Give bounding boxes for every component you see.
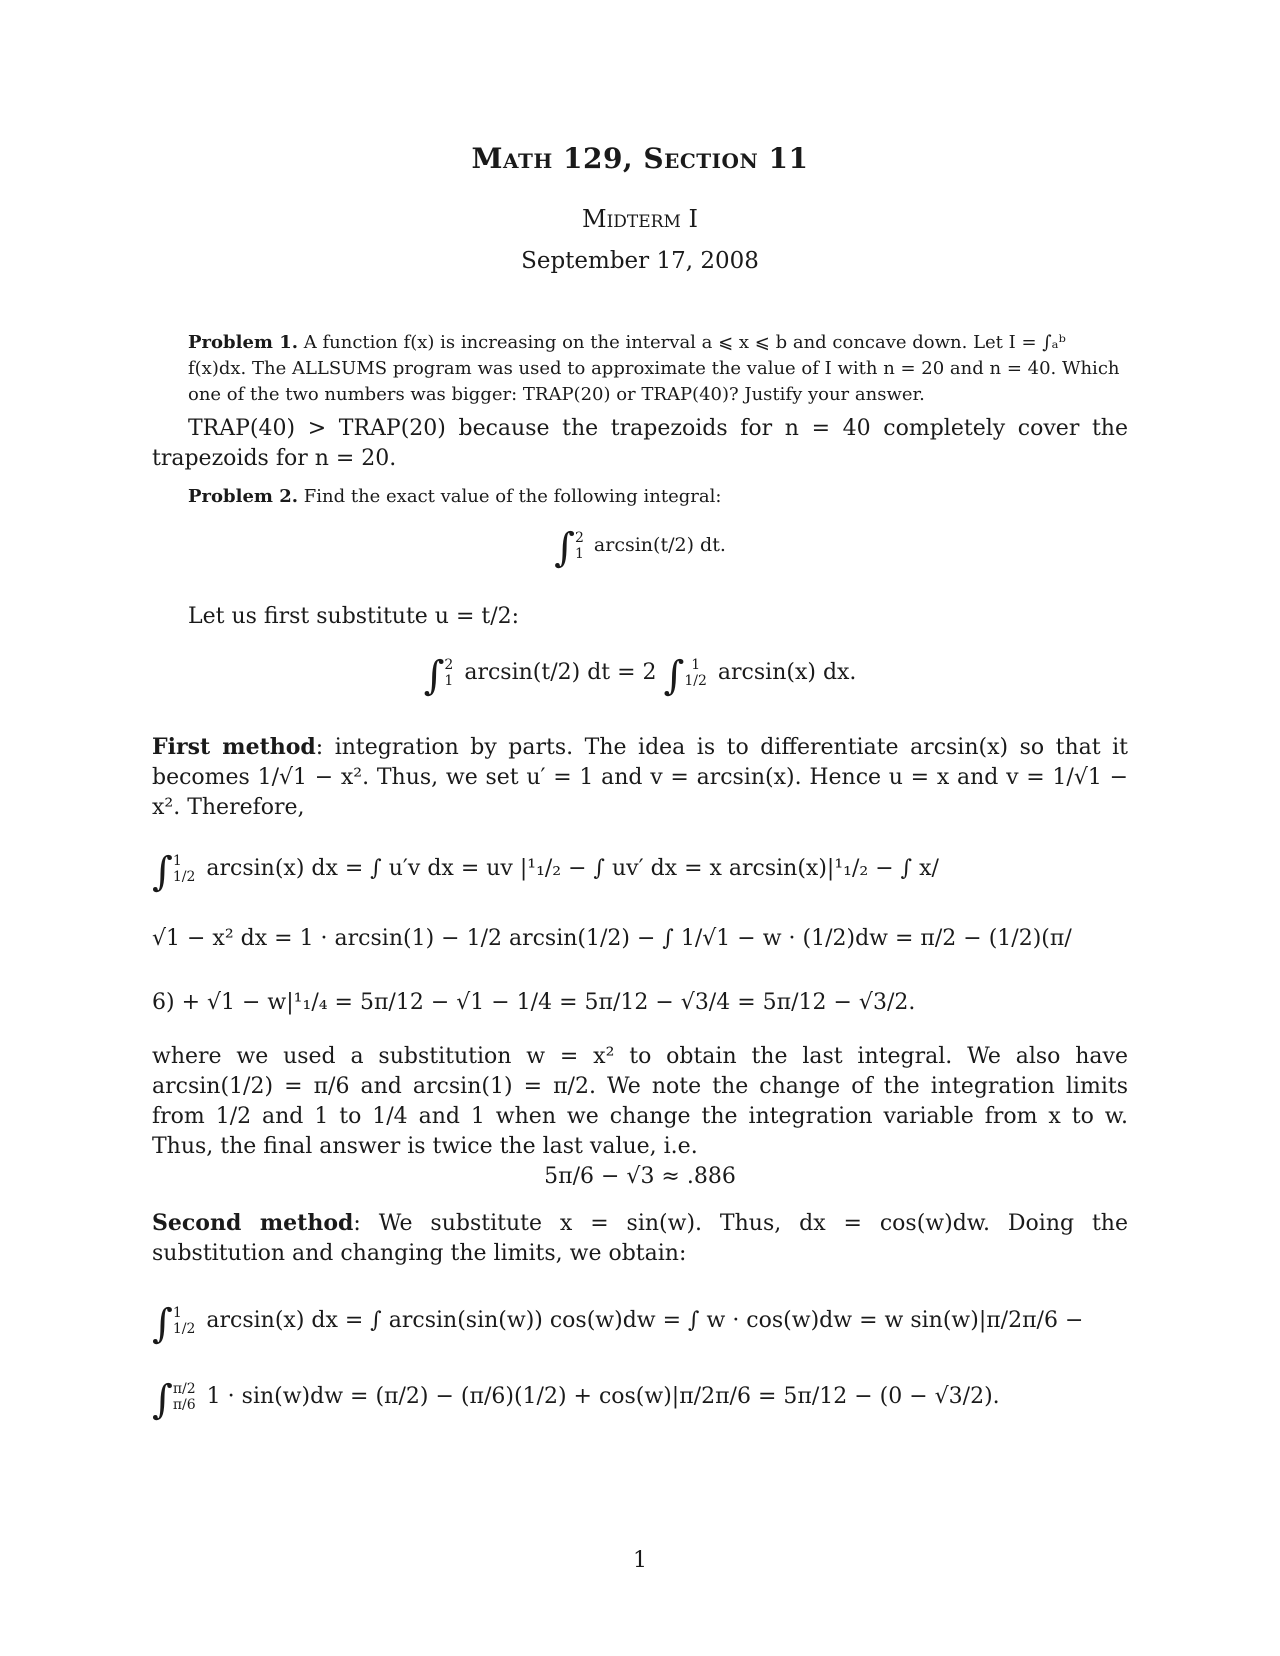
page-date: September 17, 2008 — [521, 248, 759, 274]
second-method — [152, 1208, 1128, 1269]
problem-1 — [188, 330, 1128, 408]
substitution-intro: Let us first substitute u = t/2: — [188, 604, 520, 629]
problem-1-label: Problem 1. — [188, 332, 299, 353]
integration-by-parts-line-3: 6) + √1 − w|¹₁/₄ = 5π/12 − √1 − 1/4 = 5π/12 − √3/4 = 5π/12 − √3/2. — [152, 990, 916, 1015]
second-method-text: : We substitute x = sin(w). Thus, dx = cos(w)dw. Doing the substitution and changing the limits, we obtain: — [152, 1211, 1128, 1266]
first-method-explanation: where we used a substitution w = x² to obtain the last integral. We also have arcsin(1/2) = π/6 and arcsin(1) = π/2. We note the change of the integration limits from 1/2 and 1 to 1/4 and 1 when we change the integration variable from x to w. Thus, the final answer is twice the last value, i.e. — [152, 1044, 1128, 1159]
problem-2-integral: ∫ 2 1 arcsin(t/2) dt. — [554, 525, 726, 571]
second-method-line-2: ∫ π/2 π/6 1 · sin(w)dw = (π/2) − (π/6)(1/2) + cos(w)|π/2π/6 = 5π/12 − (0 − √3/2). — [152, 1377, 1000, 1423]
problem-2-text: Find the exact value of the following integral: — [303, 486, 722, 507]
first-method — [152, 732, 1128, 823]
first-method-label: First method — [152, 734, 316, 760]
problem-1-answer: TRAP(40) > TRAP(20) because the trapezoids for n = 40 completely cover the trapezoids for n = 20. — [152, 416, 1128, 471]
second-method-label: Second method — [152, 1210, 354, 1236]
first-method-text: : integration by parts. The idea is to differentiate arcsin(x) so that it becomes 1/√1 − x². Thus, we set u′ = 1 and v = arcsin(x). Hence u = x and v = 1/√1 − x². Therefore, — [152, 735, 1128, 820]
problem-1-text: A function f(x) is increasing on the interval a ⩽ x ⩽ b and concave down. Let I = ∫ₐᵇ f(x)dx. The ALLSUMS program was used to approximate the value of I with n = 20 and n = 40. Which one of the two numbers was bigger: TRAP(20) or TRAP(40)? Justify your answer. — [188, 332, 1120, 405]
integration-by-parts-line-1: ∫ 1 1/2 arcsin(x) dx = ∫ u′v dx = uv |¹₁/₂ − ∫ uv′ dx = x arcsin(x)|¹₁/₂ − ∫ x/ — [152, 849, 939, 895]
problem-2 — [188, 484, 1128, 510]
substitution-equation: ∫ 2 1 arcsin(t/2) dt = 2 ∫ 1 1/2 arcsin(x) dx. — [423, 653, 857, 699]
page-title: Math 129, Section 11 — [471, 142, 809, 175]
problem-2-label: Problem 2. — [188, 486, 299, 507]
second-method-line-1: ∫ 1 1/2 arcsin(x) dx = ∫ arcsin(sin(w)) cos(w)dw = ∫ w · cos(w)dw = w sin(w)|π/2π/6 − — [152, 1301, 1084, 1347]
page-subtitle: Midterm I — [582, 205, 698, 233]
integration-by-parts-line-2: √1 − x² dx = 1 · arcsin(1) − 1/2 arcsin(1/2) − ∫ 1/√1 − w · (1/2)dw = π/2 − (1/2)(π/ — [152, 926, 1072, 951]
page-number: 1 — [633, 1548, 647, 1573]
final-answer: 5π/6 − √3 ≈ .886 — [544, 1164, 736, 1189]
